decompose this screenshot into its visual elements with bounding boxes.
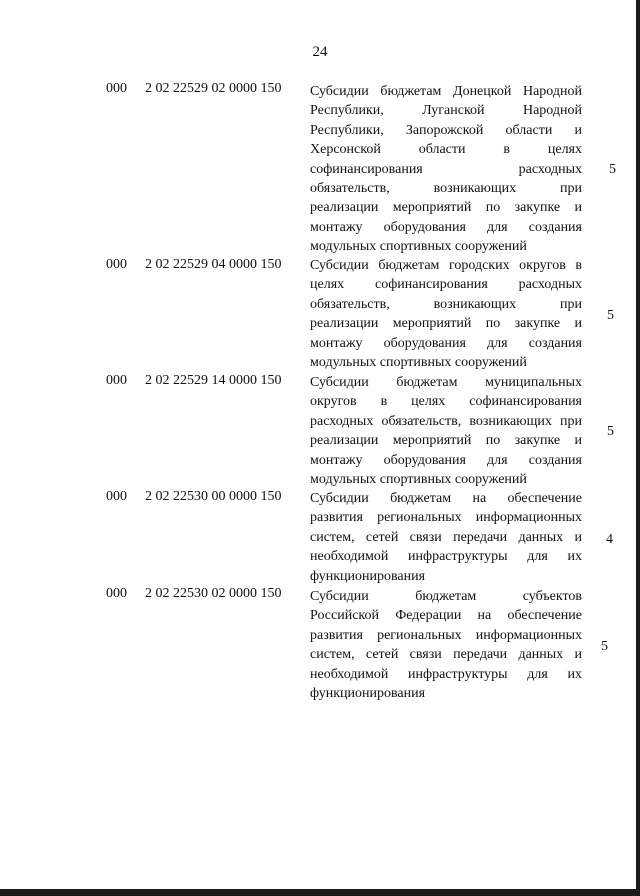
row-description — [310, 256, 582, 372]
row-description-line: монтажу оборудования для создания — [310, 335, 582, 351]
row-amount: 4 — [606, 532, 613, 547]
row-description-line: развития региональных информационных — [310, 627, 582, 643]
row-description-line: Республики, Запорожской области и — [310, 122, 582, 138]
row-description-line: Субсидии бюджетам городских округов в — [310, 258, 582, 273]
row-description-line: целях софинансирования расходных — [310, 277, 582, 293]
row-description-line: модульных спортивных сооружений — [310, 471, 527, 487]
page-number: 24 — [312, 44, 328, 60]
scan-edge-bottom — [0, 889, 640, 896]
row-description-line: систем, сетей связи передачи данных и — [310, 647, 582, 663]
row-code-admin: 000 — [106, 81, 127, 96]
row-description-line: Херсонской области в целях — [310, 142, 582, 158]
row-description — [310, 489, 582, 586]
row-description-line: Российской Федерации на обеспечение — [310, 608, 582, 624]
row-code-classification: 2 02 22529 02 0000 150 — [145, 81, 282, 96]
row-amount: 5 — [607, 308, 614, 323]
row-description-line: реализации мероприятий по закупке и — [310, 200, 582, 216]
row-description-line: Республики, Луганской Народной — [310, 103, 582, 119]
row-description-line: округов в целях софинансирования — [310, 394, 582, 410]
row-description-line: систем, сетей связи передачи данных и — [310, 529, 582, 545]
row-description-line: модульных спортивных сооружений — [310, 354, 527, 370]
row-code-classification: 2 02 22530 00 0000 150 — [145, 489, 282, 504]
row-code-admin: 000 — [106, 586, 127, 601]
row-description-line: модульных спортивных сооружений — [310, 239, 527, 255]
row-description-line: развития региональных информационных — [310, 510, 582, 526]
row-description-line: необходимой инфраструктуры для их — [310, 549, 582, 565]
row-description-line: обязательств, возникающих при — [310, 180, 582, 196]
row-code-admin: 000 — [106, 489, 127, 504]
row-description-line: расходных обязательств, возникающих при — [310, 413, 582, 429]
scan-edge-right — [636, 0, 640, 896]
row-description-line: Субсидии бюджетам субъектов — [310, 589, 582, 604]
row-description — [310, 373, 582, 489]
row-amount: 5 — [609, 162, 616, 177]
row-description-line: Субсидии бюджетам муниципальных — [310, 375, 582, 390]
row-amount: 5 — [601, 639, 608, 654]
row-code-classification: 2 02 22529 04 0000 150 — [145, 257, 282, 272]
row-code-classification: 2 02 22530 02 0000 150 — [145, 586, 282, 601]
row-description — [310, 82, 582, 257]
row-description-line: монтажу оборудования для создания — [310, 452, 582, 468]
row-description-line: Субсидии бюджетам на обеспечение — [310, 491, 582, 506]
row-code-classification: 2 02 22529 14 0000 150 — [145, 373, 282, 388]
row-description-line: монтажу оборудования для создания — [310, 219, 582, 235]
row-description-line: необходимой инфраструктуры для их — [310, 666, 582, 682]
row-code-admin: 000 — [106, 257, 127, 272]
row-description-line: реализации мероприятий по закупке и — [310, 433, 582, 449]
row-description-line: Субсидии бюджетам Донецкой Народной — [310, 84, 582, 99]
row-description-line: обязательств, возникающих при — [310, 296, 582, 312]
row-code-admin: 000 — [106, 373, 127, 388]
row-description-line: функционирования — [310, 685, 426, 701]
row-description-line: софинансирования расходных — [310, 161, 582, 177]
row-description-line: реализации мероприятий по закупке и — [310, 316, 582, 332]
row-description — [310, 587, 582, 703]
row-description-line: функционирования — [310, 568, 426, 584]
row-amount: 5 — [607, 424, 614, 439]
